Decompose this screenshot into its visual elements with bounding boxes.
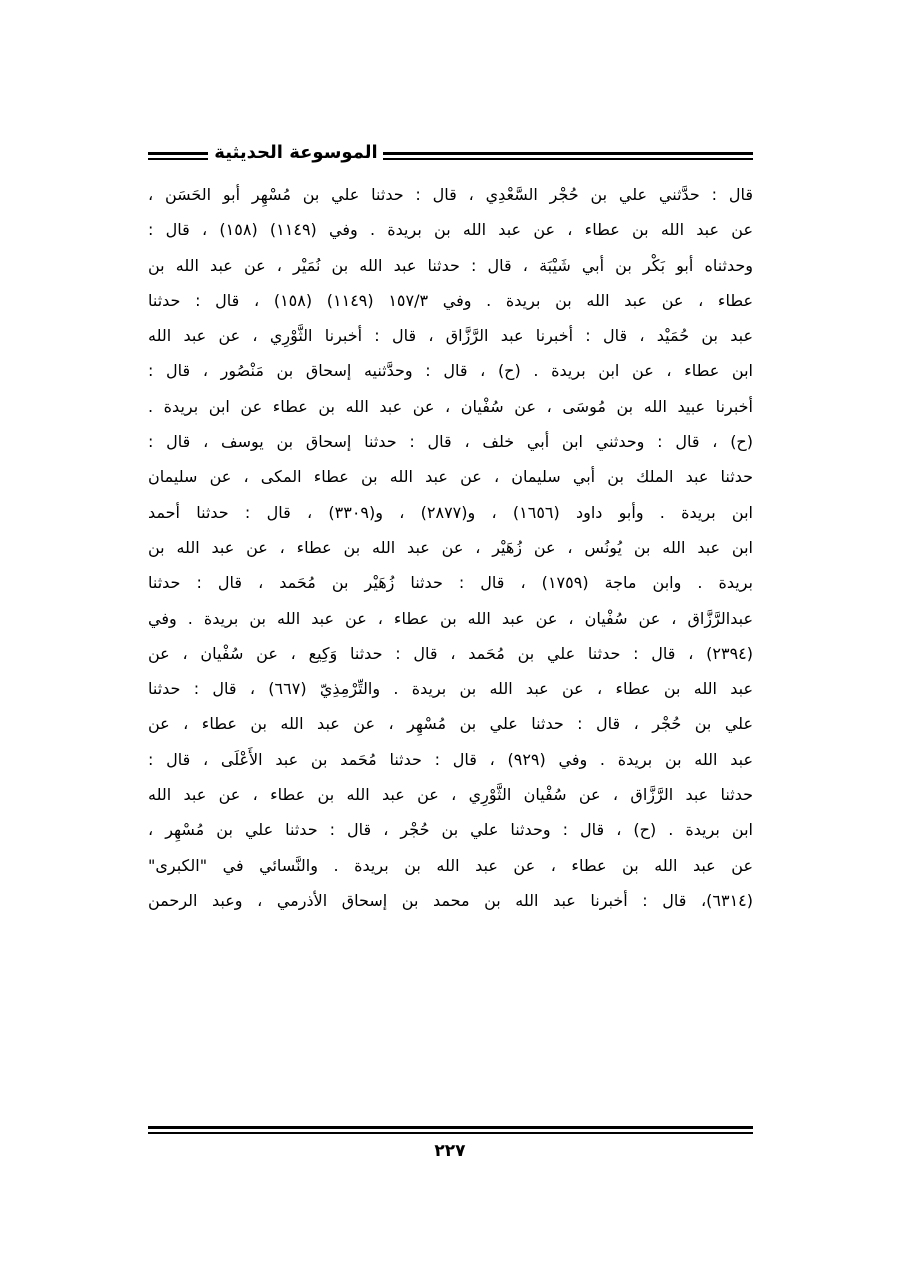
header-rule-right (383, 152, 753, 155)
text-line: ابن عطاء ، عن ابن بريدة . (ح) ، قال : وحدَّثنيه إسحاق بن مَنْصُور ، قال : (148, 361, 753, 381)
text-line: بريدة . وابن ماجة (١٧٥٩) ، قال : حدثنا زُهَيْر بن مُحَمد ، قال : حدثنا (148, 573, 753, 593)
text-line: عبد الله بن عطاء ، عن عبد الله بن بريدة . والتِّرْمِذِيّ (٦٦٧) ، قال : حدثنا (148, 679, 753, 699)
text-line: أخبرنا عبيد الله بن مُوسَى ، عن سُفْيان ، عن عبد الله بن عطاء عن ابن بريدة . (148, 396, 753, 416)
page-body-text (148, 177, 753, 918)
text-line: علي بن حُجْر ، قال : حدثنا علي بن مُسْهِر ، عن عبد الله بن عطاء ، عن (148, 714, 753, 734)
text-line: وحدثناه أبو بَكْر بن أبي شَيْبَة ، قال : حدثنا عبد الله بن نُمَيْر ، عن عبد الله بن (148, 255, 753, 275)
text-line: عن عبد الله بن عطاء ، عن عبد الله بن بريدة . والنَّسائي في "الكبرى" (148, 855, 753, 875)
text-line: قال : حدَّثني علي بن حُجْر السَّعْدِي ، قال : حدثنا علي بن مُسْهِر أبو الحَسَن ، (148, 185, 753, 204)
text-line: حدثنا عبد الرَّزَّاق ، عن سُفْيان الثَّوْرِي ، عن عبد الله بن عطاء ، عن عبد الله (148, 785, 753, 805)
text-line: عبد بن حُمَيْد ، قال : أخبرنا عبد الرَّزَّاق ، قال : أخبرنا الثَّوْرِي ، عن عبد الله (148, 326, 753, 346)
text-line: (ح) ، قال : وحدثني ابن أبي خلف ، قال : حدثنا إسحاق بن يوسف ، قال : (148, 432, 753, 452)
text-line: (٢٣٩٤) ، قال : حدثنا علي بن مُحَمد ، قال : حدثنا وَكِيع ، عن سُفْيان ، عن (148, 643, 753, 663)
text-line: عبد الله بن بريدة . وفي (٩٢٩) ، قال : حدثنا مُحَمد بن عبد الأَعْلَى ، قال : (148, 749, 753, 769)
text-line: حدثنا عبد الملك بن أبي سليمان ، عن عبد الله بن عطاء المكى ، عن سليمان (148, 467, 753, 487)
text-line: ابن عبد الله بن يُونُس ، عن زُهَيْر ، عن عبد الله بن عطاء ، عن عبد الله بن (148, 537, 753, 557)
page-number: ٢٢٧ (434, 1141, 466, 1161)
page-header (148, 142, 753, 172)
text-line: عبدالرَّزَّاق ، عن سُفْيان ، عن عبد الله بن عطاء ، عن عبد الله بن بريدة . وفي (148, 608, 753, 628)
header-rule-left (148, 152, 208, 155)
text-line: عطاء ، عن عبد الله بن بريدة . وفي ١٥٧/٣ (١١٤٩) (١٥٨) ، قال : حدثنا (148, 290, 753, 310)
text-line: عن عبد الله بن عطاء ، عن عبد الله بن بريدة . وفي (١١٤٩) (١٥٨) ، قال : (148, 220, 753, 240)
text-line: (٦٣١٤)، قال : أخبرنا عبد الله بن محمد بن إسحاق الأذرمي ، وعبد الرحمن (148, 890, 753, 910)
footer-rule (148, 1126, 753, 1129)
page-title: الموسوعة الحديثية (214, 142, 378, 163)
text-line: ابن بريدة . (ح) ، قال : وحدثنا علي بن حُجْر ، قال : حدثنا علي بن مُسْهِر ، (148, 820, 753, 840)
text-line: ابن بريدة . وأبو داود (١٦٥٦) ، و(٢٨٧٧) ، و(٣٣٠٩) ، قال : حدثنا أحمد (148, 502, 753, 522)
